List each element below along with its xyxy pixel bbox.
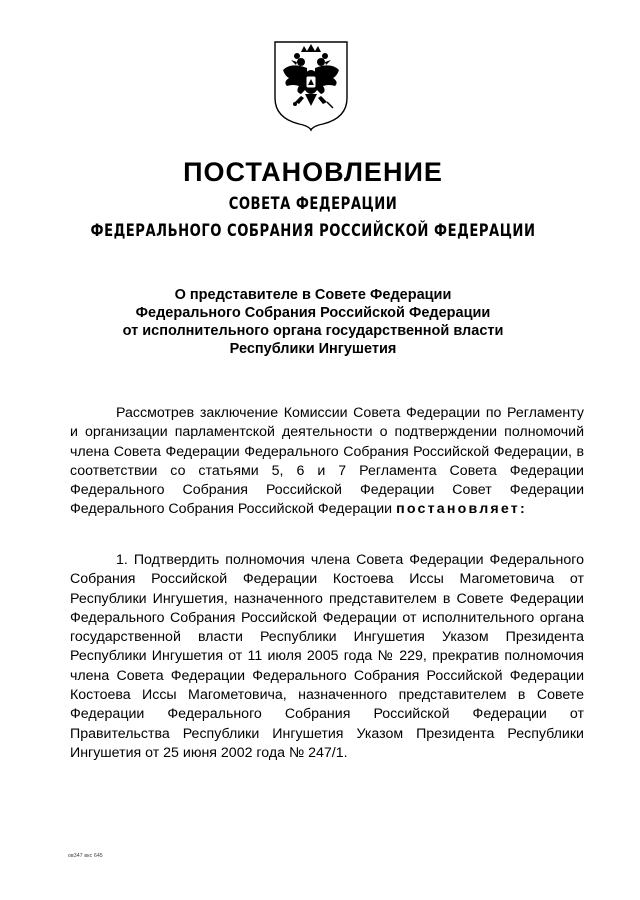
resolves-keyword: постановляет:	[396, 501, 527, 518]
heading-line: от исполнительного органа государственной власти	[122, 323, 504, 339]
heading-line: Республики Ингушетия	[229, 341, 397, 357]
footer-code: ов347 вкс 645	[68, 853, 103, 859]
resolution-heading	[60, 286, 566, 358]
heading-line: Федерального Собрания Российской Федерации	[135, 305, 491, 321]
preamble-text: Рассмотрев заключение Комиссии Совета Федерации по Регламенту и организации парламентской деятельности о подтверждении полномочий члена Совета Федерации Федерального Собрания Российской Федерации, в соответствии со статьями 5, 6 и 7 Регламента Совета Федерации Федерального Собрания Российской Федерации Совет Федерации Федерального Собрания Российской Федерации	[70, 405, 584, 518]
clause-1-paragraph	[70, 551, 584, 763]
issuer-line-2: ФЕДЕРАЛЬНОГО СОБРАНИЯ РОССИЙСКОЙ ФЕДЕРАЦИИ	[90, 221, 536, 241]
preamble-paragraph	[70, 404, 584, 520]
issuer-line-1: СОВЕТА ФЕДЕРАЦИИ	[228, 194, 398, 214]
heading-line: О представителе в Совете Федерации	[174, 287, 452, 303]
document-title: ПОСТАНОВЛЕНИЕ	[183, 157, 443, 187]
russian-coat-of-arms-icon	[271, 40, 351, 132]
clause-1-text: 1. Подтвердить полномочия члена Совета Федерации Федерального Собрания Российской Федерации Костоева Иссы Магометовича от Республики Ингушетия, назначенного представителем в Совете Федерации Федерального Собрания Российской Федерации от исполнительного органа государственной власти Республики Ингушетия Указом Президента Республики Ингушетия от 11 июля 2005 года № 229, прекратив полномочия члена Совета Федерации Федерального Собрания Российской Федерации Костоева Иссы Магометовича, назначенного представителем в Совете Федерации Федерального Собрания Российской Федерации от Правительства Республики Ингушетия Указом Президента Республики Ингушетия от 25 июня 2002 года № 247/1.	[70, 552, 584, 761]
